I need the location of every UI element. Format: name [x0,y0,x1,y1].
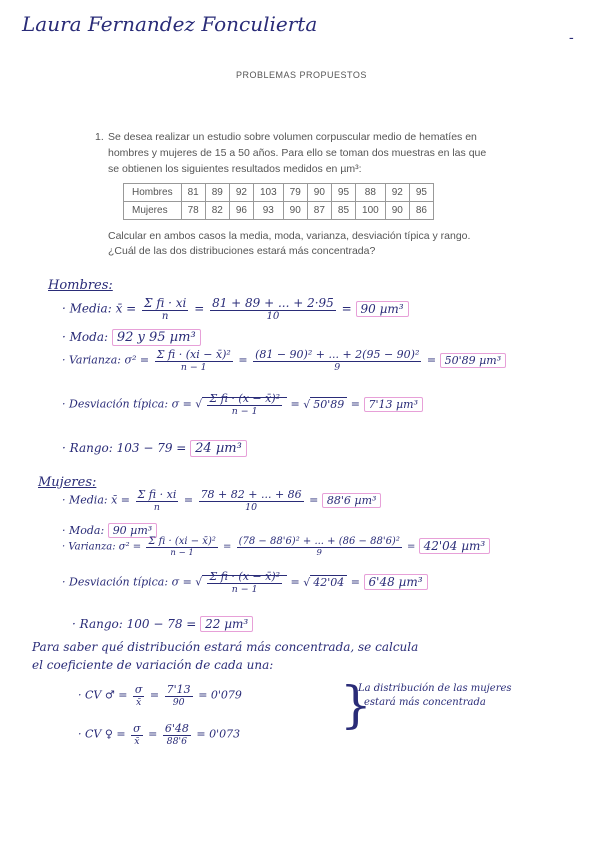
moda-result: 92 y 95 µm³ [112,329,201,346]
varianza-expression: $\frac{\text{(78 − 88'6)² + ... + (86 − 88'6)²}}{9}$ [238,536,400,558]
page-title: PROBLEMAS PROPUESTOS [236,70,367,80]
table-cell: 90 [307,184,331,202]
moda-result: 90 µm³ [108,523,157,538]
table-row [124,184,434,202]
media-label: · Media: [62,493,108,507]
varianza-formula: $\frac{\text{Σ fi · (xi − x̄)²}}{n - 1}$ [148,536,216,558]
varianza-label: · Varianza: [62,353,121,367]
table-cell: 93 [253,202,283,220]
table-cell: 92 [229,184,253,202]
cv-formula: $\frac{\sigma}{x̄}$ [134,683,143,708]
cv-values: $\frac{6'48}{88'6}$ [164,722,189,747]
table-cell: 79 [283,184,307,202]
media-result: 90 µm³ [356,301,409,317]
desviacion-result: 7'13 µm³ [364,397,424,412]
varianza-result: 50'89 µm³ [440,353,507,368]
table-cell: 90 [283,202,307,220]
varianza-lhs: σ² = [124,353,153,367]
cv-values: $\frac{7'13}{90}$ [166,683,191,708]
rango-expression: 100 − 78 = [126,617,201,631]
varianza-expression: $\frac{\text{(81 − 90)² + ... + 2(95 − 90)²}}{9}$ [255,348,420,373]
media-formula: $\frac{\text{Σ fi · xi}}{n}$ [137,488,177,513]
table-cell: 85 [331,202,355,220]
cv-mujeres-result: = 0'073 [196,727,241,741]
table-cell: 96 [229,202,253,220]
problem-number: 1. [95,131,104,143]
varianza-formula: $\frac{\text{Σ fi · (xi − x̄)²}}{n - 1}$ [156,348,231,373]
hombres-desviacion-line: · Desviación típica: σ = √ $\frac{\text{Σ fi · (x − x̄)²}}{n - 1}$ = √ 50'89 = 7'13 µm³ [62,392,423,417]
conclusion-line-1: Para saber qué distribución estará más concentrada, se calcula [32,640,419,654]
media-expression: $\frac{78 + 82 + ... + 86}{10}$ [200,488,302,513]
mujeres-media-line: · Media: x̄ = $\frac{\text{Σ fi · xi}}{n}$ = $\frac{78 + 82 + ... + 86}{10}$ = 88'6 µm³ [62,488,381,513]
varianza-result: 42'04 µm³ [419,538,491,554]
table-cell: 86 [409,202,433,220]
mujeres-rango-line [72,617,253,631]
media-formula: $\frac{\text{Σ fi · xi}}{n}$ [144,296,187,322]
table-cell: 95 [409,184,433,202]
table-cell: 92 [385,184,409,202]
table-cell: 78 [181,202,205,220]
desviacion-root-value: √ 50'89 [303,398,347,411]
desviacion-root-value: √ 42'04 [303,576,347,589]
table-cell: 87 [307,202,331,220]
table-cell: 88 [356,184,386,202]
desviacion-label: · Desviación típica: [62,575,169,589]
problem-question: Calcular en ambos casos la media, moda, varianza, desviación típica y rango. ¿Cuál de las dos distribuciones estará más concentrada? [108,230,471,257]
varianza-lhs: σ² = [118,541,145,553]
cv-hombres-label: · CV ♂ = [78,688,131,702]
desviacion-root: √ $\frac{\text{Σ fi · (x − x̄)²}}{n - 1}$ [195,392,287,417]
table-cell: 95 [331,184,355,202]
hombres-varianza-line: · Varianza: σ² = $\frac{\text{Σ fi · (xi − x̄)²}}{n - 1}$ = $\frac{\text{(81 − 90)² + ... + 2(95 − 90)²}}{9}$ = 50'89 µm³ [62,348,506,373]
cv-hombres-result: = 0'079 [198,688,242,702]
rango-expression: 103 − 79 = [116,441,191,455]
rango-result: 22 µm³ [200,616,253,632]
hombres-moda-line [62,330,201,345]
problem-statement: Se desea realizar un estudio sobre volumen corpuscular medio de hematíes en hombres y mujeres de 15 a 50 años. Para ello se toman dos muestras en las que se obtienen los siguientes resultados medidos en µm³: [108,131,487,175]
row-label: Hombres [124,184,182,202]
table-cell: 82 [205,202,229,220]
hombres-heading: Hombres: [48,278,113,293]
conclusion-note-2: estará más concentrada [364,697,486,708]
rango-label: · Rango: [62,441,113,455]
media-result: 88'6 µm³ [322,493,382,508]
cv-mujeres-line: · CV ♀ = $\frac{\sigma}{x̄}$ = $\frac{6'48}{88'6}$ = 0'073 [78,722,241,747]
hombres-media-line: · Media: x̄ = $\frac{\text{Σ fi · xi}}{n}$ = $\frac{81 + 89 + ... + 2\cdot 95}{10}$ = 90 µm³ [62,296,409,322]
row-label: Mujeres [124,202,182,220]
dash-mark: - [569,30,574,46]
conclusion-note-1: La distribución de las mujeres [358,683,512,694]
table-row [124,202,434,220]
table-cell: 100 [356,202,386,220]
media-label: · Media: [62,301,112,316]
mujeres-desviacion-line: · Desviación típica: σ = √ $\frac{\text{Σ fi · (x − x̄)²}}{n - 1}$ = √ 42'04 = 6'48 µm³ [62,570,428,595]
brace: } [340,676,372,734]
mujeres-heading: Mujeres: [38,475,97,490]
conclusion-line-2: el coeficiente de variación de cada una: [32,658,274,672]
desviacion-lhs: σ = [171,575,196,589]
data-table [123,183,434,220]
table-cell: 90 [385,202,409,220]
moda-label: · Moda: [62,330,109,344]
table-cell: 81 [181,184,205,202]
rango-result: 24 µm³ [190,440,247,457]
desviacion-root: √ $\frac{\text{Σ fi · (x − x̄)²}}{n - 1}$ [195,570,287,595]
media-expression: $\frac{81 + 89 + ... + 2\cdot 95}{10}$ [212,296,334,322]
cv-hombres-line: · CV ♂ = $\frac{\sigma}{x̄}$ = $\frac{7'13}{90}$ = 0'079 [78,683,242,708]
table-cell: 89 [205,184,229,202]
varianza-label: · Varianza: [62,541,116,553]
rango-label: · Rango: [72,617,123,631]
moda-label: · Moda: [62,524,105,537]
media-lhs: x̄ = [115,301,141,316]
author-name: Laura Fernandez Fonculierta [22,12,318,36]
cv-mujeres-label: · CV ♀ = [78,727,130,741]
media-lhs: x̄ = [111,493,134,507]
mujeres-varianza-line: · Varianza: σ² = $\frac{\text{Σ fi · (xi − x̄)²}}{n - 1}$ = $\frac{\text{(78 − 88'6)² + ... + (86 − 88'6)²}}{9}$ = 42'04 µm³ [62,536,490,558]
hombres-rango-line [62,441,247,456]
cv-formula: $\frac{\sigma}{x̄}$ [133,722,141,747]
desviacion-label: · Desviación típica: [62,397,169,411]
desviacion-lhs: σ = [171,397,196,411]
desviacion-result: 6'48 µm³ [364,574,428,590]
table-cell: 103 [253,184,283,202]
